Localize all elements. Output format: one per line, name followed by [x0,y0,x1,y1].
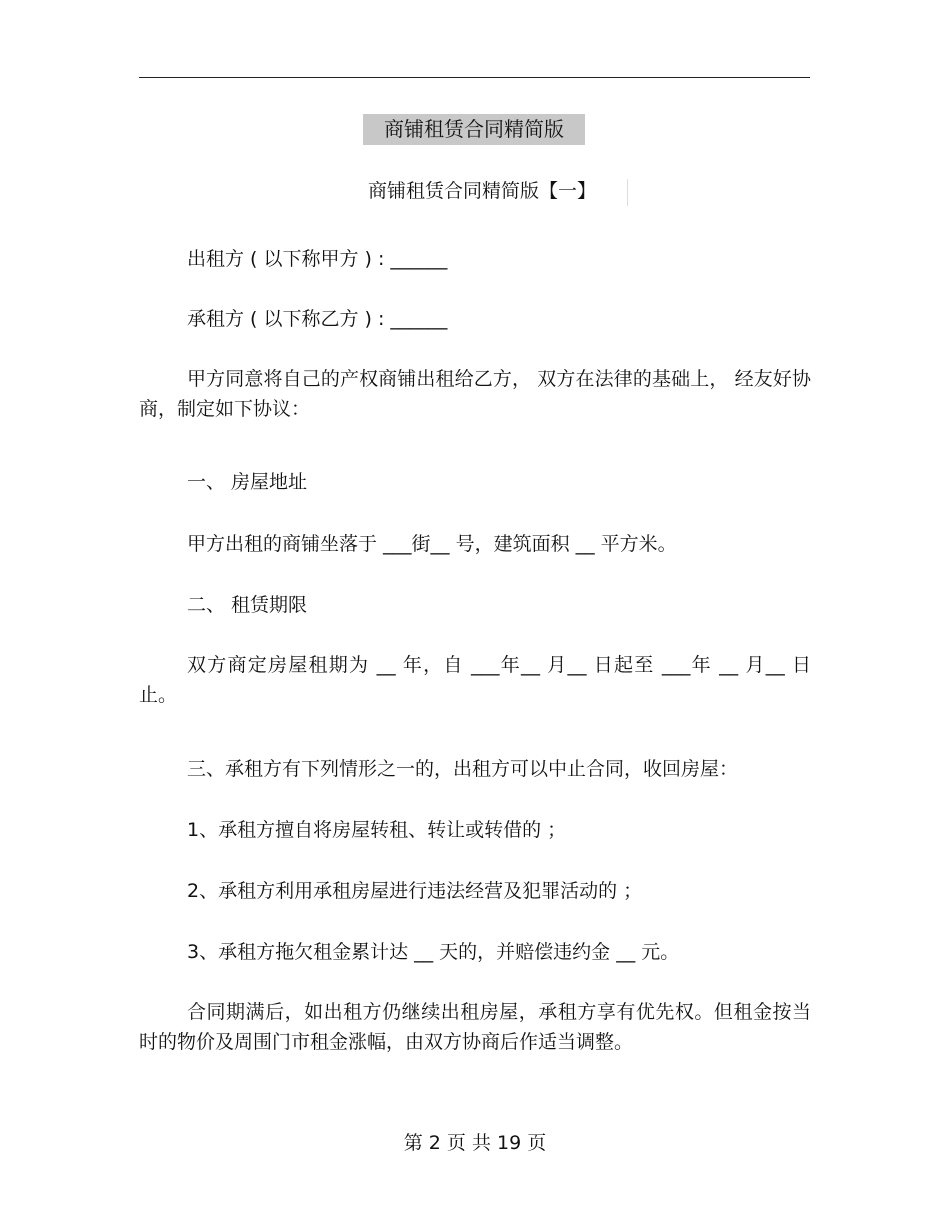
section1-heading: 一、 房屋地址 [187,471,308,493]
section2-heading: 二、 租赁期限 [187,594,308,616]
section2-text: 双方商定房屋租期为 __ 年，自 ___年__ 月__ 日起至 ___年 __ 月__ 日止。 [139,654,811,706]
section1-text: 甲方出租的商铺坐落于 ___街__ 号，建筑面积 __ 平方米。 [187,533,677,555]
clause-item-1: 1、承租方擅自将房屋转租、转让或转借的 ； [187,819,567,841]
lessee-line: 承租方 ( 以下称乙方 ) : ______ [187,308,448,330]
clause-item-2: 2、承租方利用承租房屋进行违法经营及犯罪活动的 ； [187,880,643,902]
closing-paragraph: 合同期满后，如出租方仍继续出租房屋，承租方享有优先权。但租金按当时的物价及周围门市租金涨幅，由双方协商后作适当调整。 [139,1001,811,1053]
document-title: 商铺租赁合同精简版 [363,114,585,145]
header-rule [139,77,810,78]
lessor-line: 出租方 ( 以下称甲方 ) : ______ [187,248,448,270]
section3-heading: 三、承租方有下列情形之一的，出租方可以中止合同，收回房屋： [187,758,739,780]
intro-paragraph: 甲方同意将自己的产权商铺出租给乙方， 双方在法律的基础上， 经友好协商，制定如下协议： [139,368,811,420]
document-subtitle: 商铺租赁合同精简版【一】 [368,180,597,202]
clause-item-3: 3、承租方拖欠租金累计达 __ 天的，并赔偿违约金 __ 元。 [187,941,680,963]
page-number: 第 2 页 共 19 页 [403,1132,547,1154]
